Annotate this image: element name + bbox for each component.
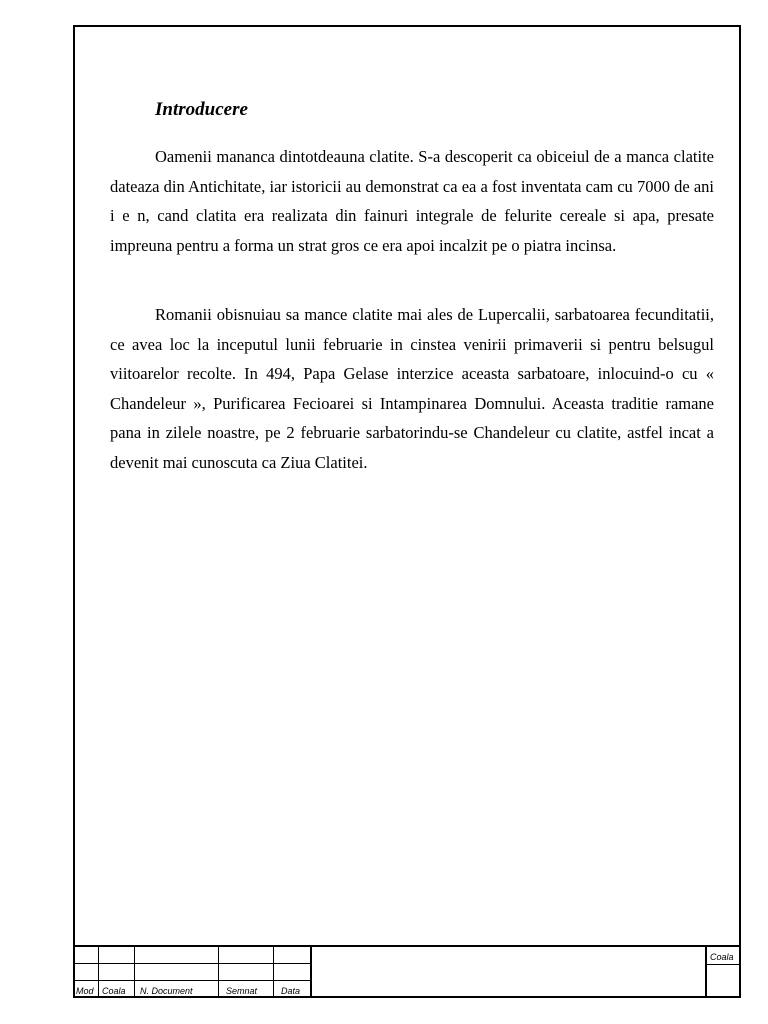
section-heading: Introducere <box>155 99 248 120</box>
title-block-row-line <box>73 963 311 964</box>
title-block-label-data: Data <box>281 986 301 996</box>
title-block-sheet-label: Coala <box>710 952 734 962</box>
title-block-label-semnat: Semnat <box>226 986 258 996</box>
title-block-divider <box>310 947 312 998</box>
title-block-col-line <box>218 947 219 998</box>
title-block-col-line <box>98 947 99 998</box>
title-block-sheet-divider <box>705 947 707 998</box>
title-block <box>73 945 741 998</box>
body-paragraph-1: Oamenii mananca dintotdeauna clatite. S-a descoperit ca obiceiul de a manca clatite dateaza din Antichitate, iar istoricii au demonstrat ca ea a fost inventata cam cu 7000 de ani i e n, cand clatita era realizata din fainuri integrale de felurite cereale si apa, presate impreuna pentru a forma un strat gros ce era apoi incalzit pe o piatra incinsa. <box>110 147 714 255</box>
title-block-row-line <box>73 980 311 981</box>
title-block-sheet-line <box>705 964 739 965</box>
title-block-label-document: N. Document <box>140 986 193 996</box>
title-block-col-line <box>134 947 135 998</box>
body-paragraph-2: Romanii obisnuiau sa mance clatite mai ales de Lupercalii, sarbatoarea fecunditatii, ce avea loc la inceputul lunii februarie in cinstea venirii primaverii si pentru belsugul viitoarelor recolte. In 494, Papa Gelase interzice aceasta sarbatoare, inlocuind-o cu « Chandeleur », Purificarea Fecioarei si Intampinarea Domnului. Aceasta traditie ramane pana in zilele noastre, pe 2 februarie sarbatorindu-se Chandeleur cu clatite, astfel incat a devenit mai cunoscuta ca Ziua Clatitei. <box>110 305 714 472</box>
title-block-label-mod: Mod <box>76 986 94 996</box>
title-block-label-coala: Coala <box>102 986 126 996</box>
title-block-col-line <box>273 947 274 998</box>
